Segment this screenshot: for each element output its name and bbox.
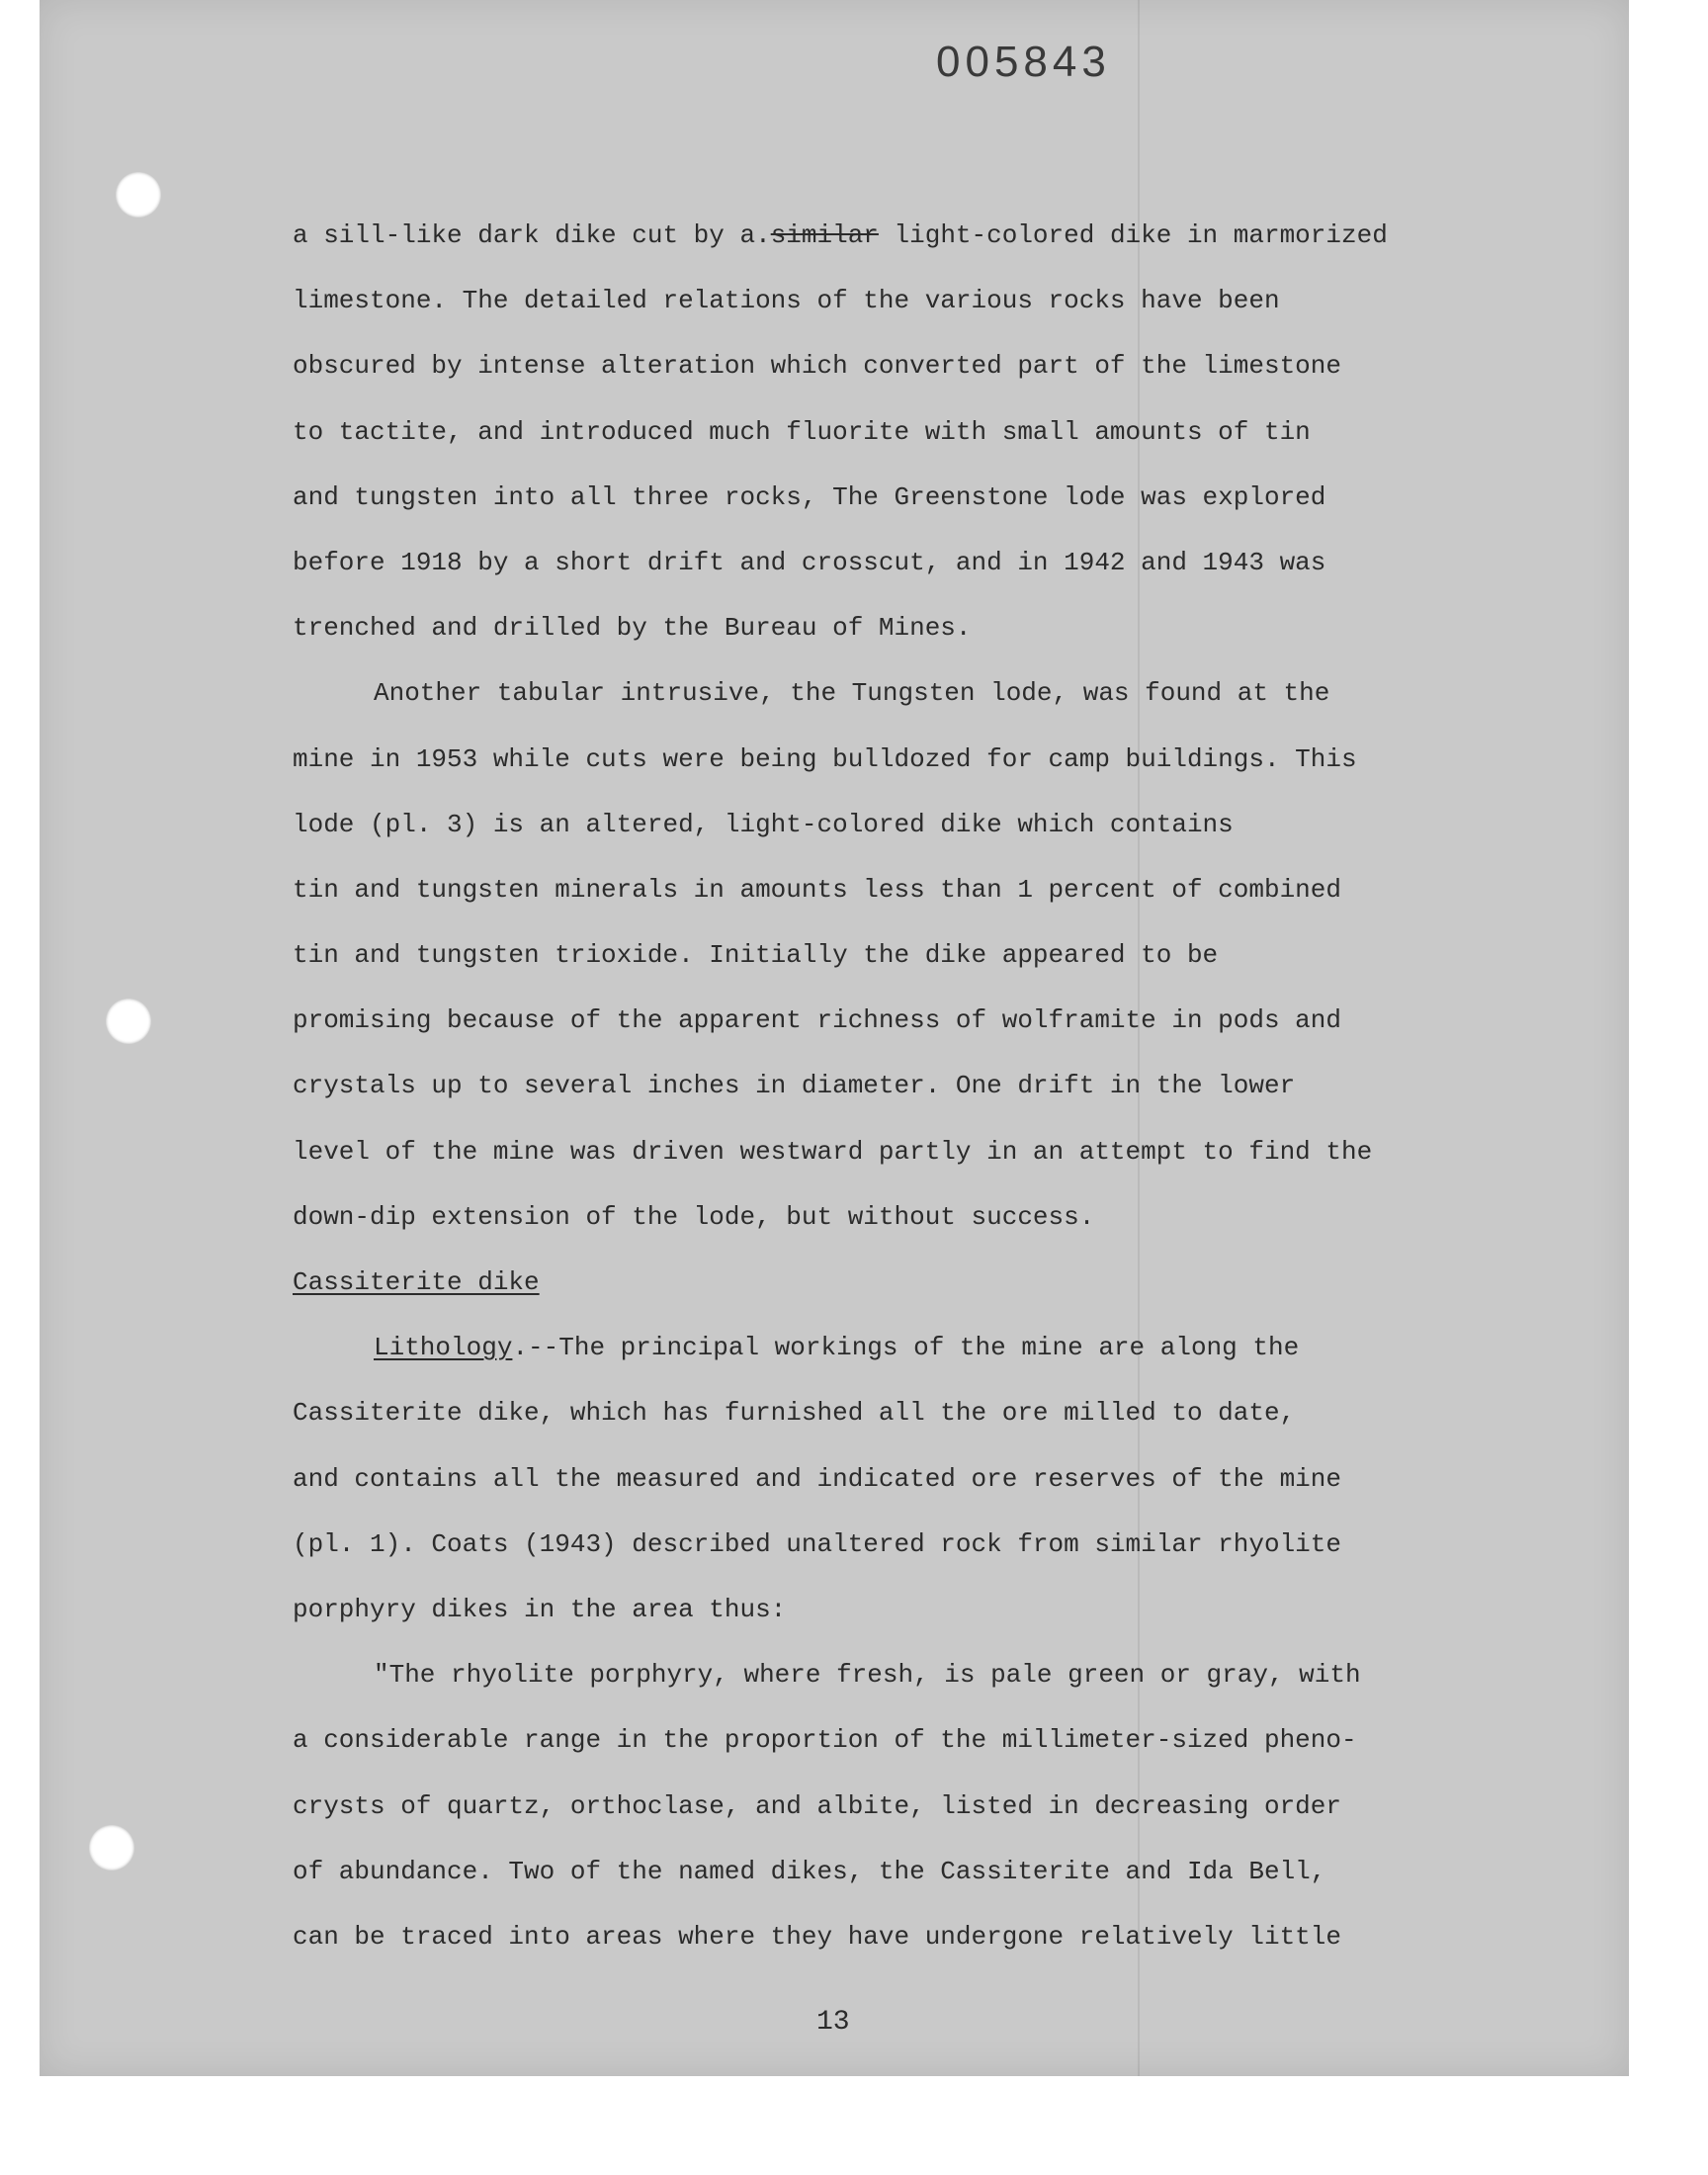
text-line-15: level of the mine was driven westward partly in an attempt to find the bbox=[293, 1136, 1373, 1167]
stamp-number: 005843 bbox=[936, 38, 1111, 86]
text-line-1: a sill-like dark dike cut by a.similar light-colored dike in marmorized bbox=[293, 220, 1388, 250]
text-line-18: Lithology.--The principal workings of the mine are along the bbox=[374, 1333, 1300, 1363]
text-line-6: before 1918 by a short drift and crosscut, and in 1942 and 1943 was bbox=[293, 547, 1326, 577]
text-line-4: to tactite, and introduced much fluorite with small amounts of tin bbox=[293, 416, 1311, 447]
punch-hole-top bbox=[116, 172, 161, 218]
text-line-14: crystals up to several inches in diameter. One drift in the lower bbox=[293, 1071, 1296, 1101]
text-line-21: (pl. 1). Coats (1943) described unaltered rock from similar rhyolite bbox=[293, 1528, 1341, 1559]
text-line-3: obscured by intense alteration which converted part of the limestone bbox=[293, 351, 1341, 382]
text-line-16: down-dip extension of the lode, but without success. bbox=[293, 1201, 1095, 1232]
struck-word: similar bbox=[770, 220, 879, 250]
punch-hole-middle bbox=[106, 999, 151, 1044]
text-line-22: porphyry dikes in the area thus: bbox=[293, 1594, 787, 1624]
text-line-9: mine in 1953 while cuts were being bulldozed for camp buildings. This bbox=[293, 743, 1357, 774]
text-line-26: of abundance. Two of the named dikes, the Cassiterite and Ida Bell, bbox=[293, 1856, 1326, 1886]
text-line-5: and tungsten into all three rocks, The Greenstone lode was explored bbox=[293, 481, 1326, 512]
section-heading: Cassiterite dike bbox=[293, 1267, 540, 1297]
page-number: 13 bbox=[816, 2007, 850, 2038]
text-line-10: lode (pl. 3) is an altered, light-colored dike which contains bbox=[293, 809, 1234, 839]
text-line-20: and contains all the measured and indicated ore reserves of the mine bbox=[293, 1463, 1341, 1494]
text-line-19: Cassiterite dike, which has furnished all the ore milled to date, bbox=[293, 1398, 1296, 1429]
subheading-lithology: Lithology bbox=[374, 1333, 513, 1363]
text-line-27: can be traced into areas where they have undergone relatively little bbox=[293, 1921, 1341, 1952]
punch-hole-bottom bbox=[89, 1825, 134, 1870]
text-line-7: trenched and drilled by the Bureau of Mines. bbox=[293, 613, 972, 644]
text-line-23: "The rhyolite porphyry, where fresh, is pale green or gray, with bbox=[374, 1660, 1361, 1691]
text-line-25: crysts of quartz, orthoclase, and albite, listed in decreasing order bbox=[293, 1790, 1341, 1821]
text-line-13: promising because of the apparent richness of wolframite in pods and bbox=[293, 1005, 1341, 1036]
text-line-12: tin and tungsten trioxide. Initially the dike appeared to be bbox=[293, 940, 1219, 971]
text-line-2: limestone. The detailed relations of the various rocks have been bbox=[293, 286, 1280, 316]
text-line-8: Another tabular intrusive, the Tungsten lode, was found at the bbox=[374, 678, 1330, 709]
text-line-24: a considerable range in the proportion of the millimeter-sized pheno- bbox=[293, 1725, 1357, 1756]
body-text bbox=[293, 212, 1518, 1978]
text-line-11: tin and tungsten minerals in amounts less than 1 percent of combined bbox=[293, 874, 1341, 905]
